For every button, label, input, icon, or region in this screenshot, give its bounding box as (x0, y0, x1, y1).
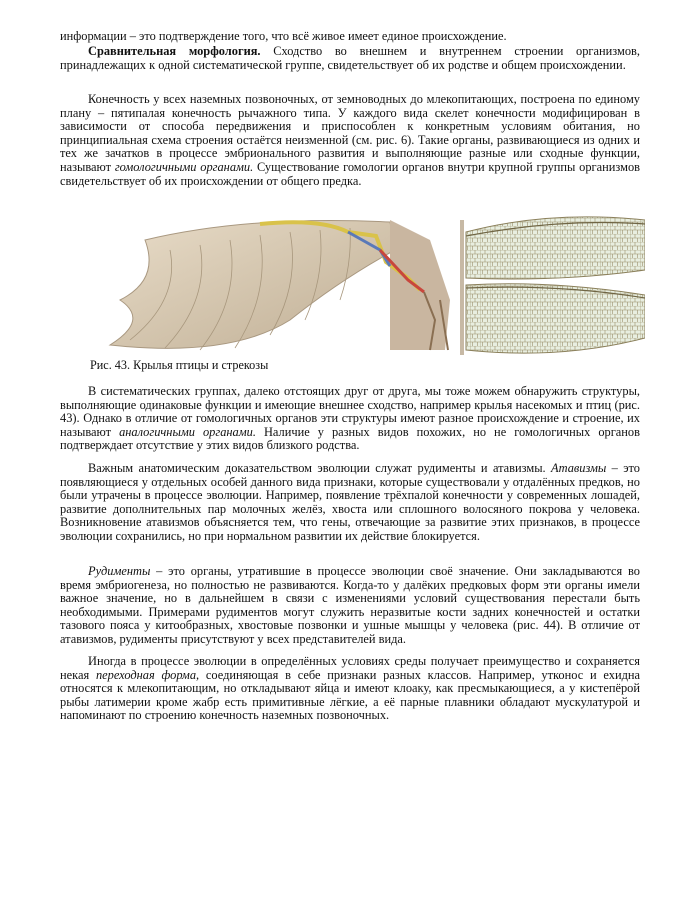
term-transitional-form: переходная форма, (95, 667, 200, 682)
bird-wing-image (110, 220, 450, 350)
paragraph-atavisms: Важным анатомическим доказательством эволюции служат рудименты и атавизмы. Атавизмы – это появляющиеся у отдельных особей данного вида признаки, которые существовали у отдалённых предков, но были утрачены в процессе эволюции. Например, появление трёхпалой конечности у современных лошадей, развитие дополнительных пар молочных желёз, хвоста или сплошного волосяного покрова у человека. Возникновение атавизмов объясняется тем, что гены, отвечающие за развитие этих признаков, в процессе эволюции сохранились, но при нормальном развитии их действие блокируется. (60, 461, 641, 543)
term-rudiments: Рудименты (88, 564, 151, 578)
paragraph-transitional-forms: Иногда в процессе эволюции в определённых условиях среды получает преимущество и сохраняется некая переходная форма, соединяющая в себе признаки разных классов. Например, утконос и ехидна относятся к млекопитающим, но откладывают яйца и имеют клоаку, как пресмыкающиеся, а у кистепёрой рыбы латимерии кроме жабр есть примитивные лёгкие, а её парные плавники обладают мускулатурой и напоминают по строению конечность наземных позвоночных. (60, 654, 641, 723)
term-homologous: гомологичными органами. (114, 159, 254, 174)
section-heading: Сравнительная морфология. (88, 44, 261, 58)
paragraph-rudiments: Рудименты – это органы, утратившие в процессе эволюции своё значение. Они закладываются во время эмбриогенеза, но полностью не развиваются. Когда-то у далёких предковых форм эти органы имели важное значение, но в дальнейшем в связи с изменениями условий существования перестали быть необходимыми. Примерами рудиментов могут служить неразвитые кости задних конечностей и остатки тазового пояса у китообразных, хвостовые позвонки и ушные мышцы у человека (рис. 44). В отличие от атавизмов, рудименты присутствуют у всех представителей вида. (60, 564, 640, 646)
paragraph-homologous-organs: Конечность у всех наземных позвоночных, от земноводных до млекопитающих, построена по единому плану – пятипалая конечность рычажного типа. У каждого вида скелет конечности модифицирован в зависимости от способа передвижения и приспособлен к конкретным условиям обитания, но принципиальная схема строения остаётся неизменной (см. рис. 6). Такие органы, развивающиеся из одних и тех же зачатков в процессе эмбрионального развития и выполняющие разные или сходные функции, называют гомологичными органами. Существование гомологии органов внутри крупной группы организмов свидетельствует об их происхождении от общего предка. (60, 92, 640, 188)
figure-caption: Рис. 43. Крылья птицы и стрекозы (90, 358, 269, 372)
paragraph-intro-tail: информации – это подтверждение того, что всё живое имеет единое происхождение. (60, 29, 507, 43)
paragraph-analogous-organs: В систематических группах, далеко отстоящих друг от друга, мы тоже можем обнаружить структуры, выполняющие одинаковые функции и имеющие внешнее сходство, например крылья насекомых и птиц (рис. 43). Однако в отличие от гомологичных органов эти структуры имеют разное происхождение и строение, их называют аналогичными органами. Наличие у разных видов похожих, но не гомологичных органов подтверждает отсутствие у этих видов близкого родства. (60, 384, 640, 453)
term-atavisms: Атавизмы (551, 461, 607, 475)
paragraph-comparative-morphology: Сравнительная морфология. Сходство во внешнем и внутреннем строении организмов, принадлежащих к одной систематической группе, свидетельствует об их родстве и общем происхождении. (60, 44, 640, 72)
term-analogous: аналогичными органами. (119, 424, 256, 439)
figure-bird-and-dragonfly-wings (90, 210, 645, 358)
dragonfly-wing-image (460, 217, 645, 355)
